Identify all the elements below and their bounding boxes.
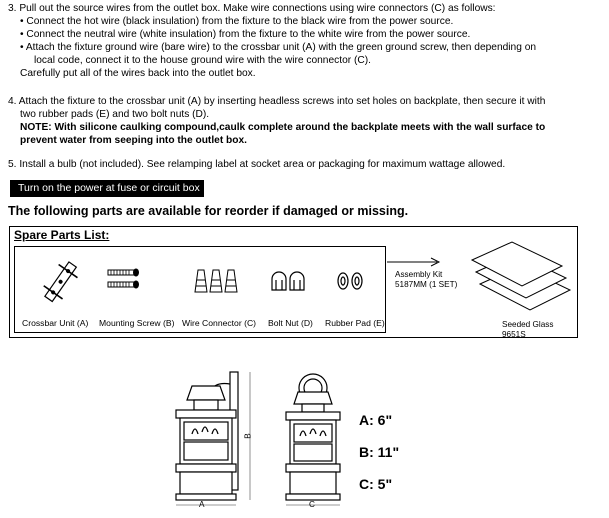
dimension-b: B: 11" xyxy=(359,444,400,460)
seeded-glass-title: Seeded Glass xyxy=(502,320,554,329)
dimension-marker-b: B xyxy=(243,433,253,439)
assembly-kit-code: 5187MM (1 SET) xyxy=(395,280,458,289)
rubber-pad-illustration xyxy=(336,270,366,292)
part-label-rubber-pad: Rubber Pad (E) xyxy=(325,318,385,328)
part-label-wire-connector: Wire Connector (C) xyxy=(182,318,257,328)
step-4-note-1: NOTE: With silicone caulking compound,caulk complete around the backplate meets with the wall surface to xyxy=(20,122,546,133)
spare-parts-title: Spare Parts List: xyxy=(14,228,110,242)
power-notice: Turn on the power at fuse or circuit box xyxy=(10,180,204,197)
step-5: 5. Install a bulb (not included). See relamping label at socket area or packaging for maximum wattage allowed. xyxy=(8,159,506,170)
seeded-glass-illustration xyxy=(468,234,578,316)
assembly-kit-title: Assembly Kit xyxy=(395,270,443,279)
mounting-screw-illustration xyxy=(106,268,142,292)
dimension-c: C: 5" xyxy=(359,476,393,492)
step-3-intro: 3. Pull out the source wires from the outlet box. Make wire connections using wire connectors (C) as follows: xyxy=(8,3,496,14)
step-4-line-1: 4. Attach the fixture to the crossbar unit (A) by inserting headless screws into set holes on backplate, then secure it with xyxy=(8,96,546,107)
part-label-bolt-nut: Bolt Nut (D) xyxy=(268,318,313,328)
step-3-closing: Carefully put all of the wires back into the outlet box. xyxy=(20,68,256,79)
step-3-bullet-hot: • Connect the hot wire (black insulation) from the fixture to the black wire from the power source. xyxy=(20,16,454,27)
assembly-kit-label xyxy=(395,270,457,290)
part-label-mounting-screw: Mounting Screw (B) xyxy=(99,318,175,328)
seeded-glass-code: 9651S xyxy=(502,330,526,339)
step-3-bullet-ground: • Attach the fixture ground wire (bare wire) to the crossbar unit (A) with the green ground screw, then depending on xyxy=(20,42,537,53)
step-4-note-2: prevent water from seeping into the outlet box. xyxy=(20,135,247,146)
part-label-crossbar: Crossbar Unit (A) xyxy=(22,318,89,328)
seeded-glass-label xyxy=(502,320,553,340)
dimension-marker-c: C xyxy=(309,500,315,509)
arrow-icon xyxy=(387,257,447,269)
step-4 xyxy=(8,95,606,147)
reorder-heading: The following parts are available for reorder if damaged or missing. xyxy=(8,204,409,218)
step-4-line-2: two rubber pads (E) and two bolt nuts (D). xyxy=(20,109,210,120)
crossbar-unit-illustration xyxy=(36,252,86,312)
wire-connector-illustration xyxy=(192,266,242,294)
fixture-front-view-diagram xyxy=(280,372,350,512)
step-3-bullet-ground-cont: local code, connect it to the house ground wire with the wire connector (C). xyxy=(34,55,371,66)
fixture-side-view-diagram xyxy=(170,372,260,512)
step-3 xyxy=(8,2,606,80)
bolt-nut-illustration xyxy=(270,270,308,292)
step-3-bullet-neutral: • Connect the neutral wire (white insulation) from the fixture to the white wire from the power source. xyxy=(20,29,471,40)
dimension-marker-a: A xyxy=(199,500,205,509)
dimension-a: A: 6" xyxy=(359,412,393,428)
